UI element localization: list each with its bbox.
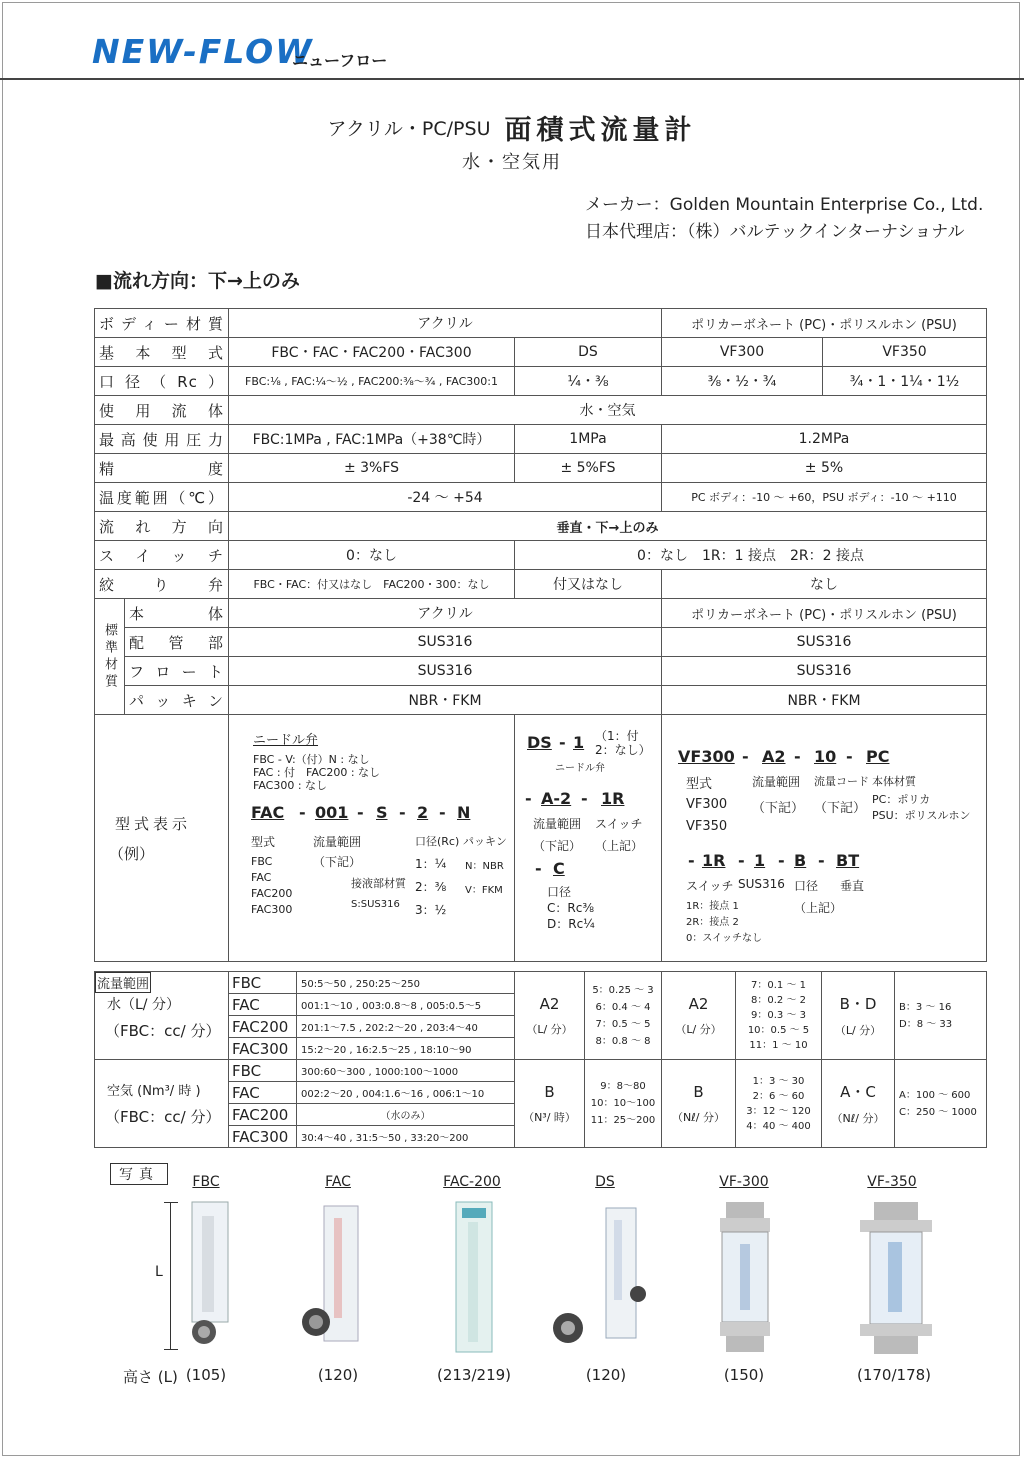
code-dash: -: [525, 789, 532, 808]
cell: アクリル: [229, 309, 662, 338]
fac200-cap: [462, 1208, 486, 1218]
code-legend: N：NBR: [465, 861, 504, 872]
code-dash: -: [581, 789, 588, 808]
vf350-flange: [860, 1220, 932, 1232]
photo-title: VF-350: [867, 1174, 917, 1190]
code-part: 1R: [702, 851, 726, 870]
label-fluid: 使用流体: [95, 396, 229, 425]
fac-valve-center: [309, 1315, 323, 1329]
label-std-packing: パッキン: [125, 686, 229, 715]
vf350-top: [874, 1202, 918, 1220]
code-legend: 流量範囲: [533, 817, 582, 831]
code-dash: -: [778, 851, 785, 870]
cell: 垂直・下→上のみ: [229, 512, 987, 541]
range-text: 7：0.5 ～ 5: [595, 1018, 651, 1030]
cell: ¾・1・1¼・1½: [823, 367, 987, 396]
code-part: 10: [814, 747, 837, 766]
code-dash: -: [535, 859, 542, 878]
cell: アクリル: [229, 599, 662, 628]
cell: SUS316: [229, 657, 662, 686]
page-subtitle: 水・空気用: [462, 152, 562, 173]
water-label: 水（L/ 分）: [107, 997, 180, 1013]
label-std-body: 本体: [125, 599, 229, 628]
vf-code-cell: [662, 972, 736, 1060]
vf300-bottom: [726, 1336, 764, 1352]
needle-line: FAC300 : なし: [253, 779, 328, 792]
code-legend: 本体材質: [872, 775, 916, 788]
code-part: FAC: [251, 803, 285, 822]
fac200-scale: [468, 1222, 478, 1342]
flow-name: FAC200: [229, 1016, 297, 1038]
unit-text: （N³/ 時）: [523, 1110, 576, 1124]
model-code-label: 型式表示: [115, 815, 192, 833]
range-text: 10：0.5 ～ 5: [747, 1025, 810, 1036]
cell: 0：なし 1R：1 接点 2R：2 接点: [515, 541, 987, 570]
water-label-cell: [95, 972, 229, 1060]
unit-text: （L/ 分）: [675, 1022, 722, 1036]
dimension-line: [170, 1202, 171, 1350]
code-legend: （上記）: [794, 901, 843, 915]
code-legend: （上記）: [595, 839, 644, 853]
range-text: A：100 ～ 600: [899, 1089, 971, 1101]
cell: 水・空気: [229, 396, 987, 425]
row-fluid: [95, 396, 987, 425]
air-label2: （FBC：cc/ 分）: [105, 1108, 221, 1126]
code-legend: VF300: [686, 797, 728, 812]
code-legend: D：Rc¼: [547, 917, 595, 931]
code-dash: -: [299, 803, 306, 822]
row-model: [95, 338, 987, 367]
code-legend: 流量範囲: [313, 835, 362, 849]
maker-line: メーカー：Golden Mountain Enterprise Co., Ltd.: [585, 195, 984, 215]
code-part: 001: [315, 803, 349, 822]
code-dash: -: [794, 747, 801, 766]
photo-fac200: [444, 1198, 504, 1358]
range-text: 9：0.3 ～ 3: [751, 1010, 806, 1021]
code-text: B: [693, 1082, 704, 1101]
bd-ranges-cell: [895, 972, 987, 1060]
brand-kana: ニューフロー: [292, 51, 388, 70]
maker-info: [585, 192, 983, 246]
photo-title: FAC: [325, 1174, 351, 1190]
cell: 付又はなし: [515, 570, 662, 599]
code-part: 1R: [601, 789, 625, 808]
vf350-scale: [888, 1242, 902, 1312]
photo-title: DS: [595, 1174, 615, 1190]
cell: ± 3%FS: [229, 454, 515, 483]
photo-title: VF-300: [719, 1174, 769, 1190]
unit-text: （L/ 分）: [526, 1022, 573, 1036]
vf350-bottom: [874, 1336, 918, 1354]
code-dash: -: [742, 747, 749, 766]
code-part: 1: [754, 851, 766, 870]
cell: ⅜・½・¾: [662, 367, 823, 396]
code-legend: （下記）: [814, 801, 867, 816]
code-dash: -: [439, 803, 446, 822]
cell: NBR・FKM: [662, 686, 987, 715]
cell: FBC・FAC・FAC200・FAC300: [229, 338, 515, 367]
code-legend: VF350: [686, 819, 728, 834]
vf300-flange: [720, 1218, 770, 1232]
cell: SUS316: [662, 628, 987, 657]
code-legend: S:SUS316: [351, 899, 400, 910]
cell: FBC:⅛ , FAC:¼～½ , FAC200:⅜～¾ , FAC300:1: [229, 367, 515, 396]
photo-fbc: [180, 1198, 240, 1353]
photo-ds: [548, 1200, 658, 1360]
cell: なし: [662, 570, 987, 599]
code-text: B: [544, 1082, 555, 1101]
ds-valve-center: [561, 1321, 575, 1335]
photo-title: FAC-200: [443, 1174, 501, 1190]
row-model-code: [95, 715, 987, 962]
flow-name: FBC: [229, 1060, 297, 1082]
flow-name: FAC: [229, 1082, 297, 1104]
ds-ranges-cell: [585, 972, 662, 1060]
vf300-top: [726, 1202, 764, 1218]
code-legend: C：Rc⅜: [547, 901, 594, 915]
vf-ranges-cell: [736, 972, 822, 1060]
code-legend: スイッチ: [595, 817, 643, 831]
ds-switch: [630, 1286, 646, 1302]
cell: ± 5%: [662, 454, 987, 483]
header-rule: [0, 78, 1024, 80]
ds-scale: [614, 1220, 622, 1300]
flow-range: 50:5～50 , 250:25～250: [297, 972, 515, 994]
flow-range: 300:60～300 , 1000:100～1000: [297, 1060, 515, 1082]
fbc-valve-center: [198, 1326, 210, 1338]
range-text: C：250 ～ 1000: [899, 1106, 977, 1118]
photo-height: (120): [317, 1366, 359, 1384]
row-std-float: [95, 657, 987, 686]
flow-range: 001:1～10 , 003:0.8～8 , 005:0.5～5: [297, 994, 515, 1016]
unit-text: （Nℓ/ 分）: [831, 1112, 885, 1125]
code-part: DS: [527, 733, 552, 752]
cell: 0：なし: [229, 541, 515, 570]
row-bore: [95, 367, 987, 396]
code-legend: 口径: [794, 879, 819, 893]
row-body-material: [95, 309, 987, 338]
cell: FBC・FAC：付又はなし FAC200・300：なし: [229, 570, 515, 599]
flow-name: FAC: [229, 994, 297, 1016]
flow-name: FBC: [229, 972, 297, 994]
code-legend: 1：¼: [415, 857, 447, 871]
label-std-piping: 配管部: [125, 628, 229, 657]
model-code-example: （例）: [109, 845, 155, 863]
section-title: ■流れ方向：下→上のみ: [95, 270, 300, 292]
code-legend: 0：スイッチなし: [686, 933, 762, 944]
flow-range: 201:1～7.5 , 202:2～20 , 203:4～40: [297, 1016, 515, 1038]
code-legend: 1R：接点 1: [686, 901, 739, 912]
ds-code-cell: [515, 972, 585, 1060]
code-text: A2: [539, 994, 560, 1013]
brand-logo: NEW-FLOW: [92, 32, 314, 71]
flow-name: FAC300: [229, 1038, 297, 1060]
needle-line: FAC : 付 FAC200 : なし: [253, 766, 381, 779]
cell: ± 5%FS: [515, 454, 662, 483]
fbc-scale: [202, 1216, 214, 1312]
photo-height: (120): [585, 1366, 627, 1384]
code-part: 2: [417, 803, 429, 822]
range-text: 11：1 ～ 10: [749, 1040, 808, 1051]
code-dash: -: [818, 851, 825, 870]
cell: NBR・FKM: [229, 686, 662, 715]
code-dash: -: [357, 803, 364, 822]
code-legend: 3：½: [415, 903, 447, 917]
cell: DS: [515, 338, 662, 367]
cell: 1.2MPa: [662, 425, 987, 454]
vf-ranges-cell: [736, 1060, 822, 1148]
needle-line: FBC - V:（付）N : なし: [253, 753, 370, 766]
row-direction: [95, 512, 987, 541]
code-text: B・D: [839, 995, 877, 1013]
label-std-float: フロート: [125, 657, 229, 686]
row-std-body: [95, 599, 987, 628]
code-legend: 流量範囲: [752, 775, 801, 789]
code-legend: PC：ポリカ: [872, 793, 931, 806]
model-code-vf: [662, 715, 987, 962]
flow-label: 流量範囲: [95, 972, 151, 993]
code-dash: -: [688, 851, 695, 870]
row-pressure: [95, 425, 987, 454]
height-label: 高さ (L): [123, 1368, 178, 1386]
code-legend: 型式: [686, 777, 713, 792]
code-legend: ニードル弁: [555, 763, 605, 774]
vf300-scale: [740, 1244, 750, 1310]
code-legend: 垂直: [840, 879, 865, 893]
range-text: 5：0.25 ～ 3: [592, 984, 654, 996]
bd-code-cell: [822, 972, 895, 1060]
photo-fac: [294, 1198, 374, 1353]
cell: VF300: [662, 338, 823, 367]
code-dash: -: [559, 733, 566, 752]
code-legend: （下記）: [313, 855, 362, 869]
code-text: A2: [688, 994, 709, 1013]
code-legend: PSU：ポリスルホン: [872, 809, 971, 822]
code-dash: -: [846, 747, 853, 766]
cell: SUS316: [662, 657, 987, 686]
needle-title: ニードル弁: [253, 733, 319, 748]
code-dash: -: [738, 851, 745, 870]
code-legend: 2R：接点 2: [686, 917, 739, 928]
title-main: 面積式流量計: [504, 115, 697, 146]
label-direction: 流れ方向: [95, 512, 229, 541]
label-accuracy: 精度: [95, 454, 229, 483]
ds-ranges-cell: [585, 1060, 662, 1148]
range-text: 3：12 ～ 120: [746, 1105, 811, 1117]
vf350-flange: [860, 1324, 932, 1336]
code-part: PC: [866, 747, 890, 766]
unit-text: （Nℓ/ 分）: [672, 1110, 725, 1124]
cell: ポリカーボネート (PC)・ポリスルホン (PSU): [662, 599, 987, 628]
code-legend: （下記）: [533, 839, 582, 853]
spec-table: [94, 308, 987, 962]
agent-line: 日本代理店：（株）バルテックインターナショナル: [585, 222, 965, 242]
cell: VF350: [823, 338, 987, 367]
dimension-tick: [164, 1202, 178, 1203]
photo-title: FBC: [192, 1174, 220, 1190]
code-legend: 型式: [251, 835, 276, 849]
code-legend: V：FKM: [465, 885, 503, 896]
code-legend: パッキン: [463, 835, 507, 848]
label-bore: 口径（Rc）: [95, 367, 229, 396]
ac-ranges-cell: [895, 1060, 987, 1148]
label-switch: スイッチ: [95, 541, 229, 570]
photo-height: (213/219): [436, 1366, 512, 1384]
code-part: 1: [573, 733, 585, 752]
model-code-fac: [229, 715, 515, 962]
photo-vf350: [856, 1198, 936, 1358]
code-text: A・C: [840, 1083, 876, 1101]
code-legend: 口径(Rc): [415, 835, 460, 848]
range-text: 10：10～100: [590, 1098, 656, 1109]
code-legend: 口径: [547, 885, 572, 899]
vf300-flange: [720, 1322, 770, 1336]
code-legend: 流量コード: [814, 775, 869, 788]
code-legend: FBC: [251, 855, 273, 868]
code-part: VF300: [678, 747, 735, 766]
range-text: 1：3 ～ 30: [752, 1075, 805, 1087]
row-accuracy: [95, 454, 987, 483]
code-legend: FAC200: [251, 887, 293, 900]
label-std-material: [95, 599, 125, 715]
ds-code-cell: [515, 1060, 585, 1148]
range-text: 7：0.1 ～ 1: [751, 980, 806, 991]
code-legend: （1：付: [595, 729, 639, 743]
model-code-ds: [515, 715, 662, 962]
code-legend: 2：⅜: [415, 880, 447, 894]
flow-range: 30:4～40 , 31:5～50 , 33:20～200: [297, 1126, 515, 1148]
title-materials: アクリル・PC/PSU: [327, 118, 491, 140]
label-temp: 温度範囲（℃）: [95, 483, 229, 512]
row-temp: [95, 483, 987, 512]
photos-label: 写真: [110, 1163, 168, 1185]
code-legend: 接液部材質: [351, 877, 406, 890]
label-valve: 絞り弁: [95, 570, 229, 599]
range-text: 9：8～80: [600, 1081, 646, 1092]
cell: ポリカーボネート (PC)・ポリスルホン (PSU): [662, 309, 987, 338]
range-text: D：8 ～ 33: [899, 1018, 953, 1030]
page-title: [0, 108, 1024, 147]
dimension-letter: L: [155, 1264, 163, 1280]
cell: ¼・⅜: [515, 367, 662, 396]
code-part: BT: [836, 851, 860, 870]
range-text: 8：0.8 ～ 8: [595, 1035, 651, 1047]
air-label: 空気 (Nm³/ 時 ): [107, 1084, 201, 1099]
label-pressure: 最高使用圧力: [95, 425, 229, 454]
photo-vf300: [710, 1198, 780, 1358]
dimension-tick: [164, 1349, 178, 1350]
unit-text: （L/ 分）: [834, 1024, 882, 1037]
photo-height: (170/178): [856, 1366, 932, 1384]
row-std-piping: [95, 628, 987, 657]
vf-code-cell: [662, 1060, 736, 1148]
range-text: B：3 ～ 16: [899, 1001, 952, 1013]
code-part: A2: [762, 747, 786, 766]
cell: FBC:1MPa , FAC:1MPa（+38℃時）: [229, 425, 515, 454]
range-text: 4：40 ～ 400: [746, 1120, 811, 1132]
flow-range: 002:2～20 , 004:1.6～16 , 006:1～10: [297, 1082, 515, 1104]
cell: PC ボディ：-10 ～ +60，PSU ボディ：-10 ～ +110: [662, 483, 987, 512]
flow-range: 15:2～20 , 16:2.5～25 , 18:10～90: [297, 1038, 515, 1060]
range-text: 2：6 ～ 60: [752, 1090, 805, 1102]
code-legend: スイッチ: [686, 879, 734, 893]
code-part: S: [376, 803, 388, 822]
label-body-material: ボディー材質: [95, 309, 229, 338]
code-legend: FAC: [251, 871, 272, 884]
code-part: A-2: [541, 789, 572, 808]
air-label-cell: [95, 1060, 229, 1148]
code-legend: （下記）: [752, 801, 805, 816]
cell: -24 ～ +54: [229, 483, 662, 512]
flow-name: FAC300: [229, 1126, 297, 1148]
code-part: C: [553, 859, 565, 878]
code-legend: SUS316: [738, 877, 785, 891]
range-text: 11：25～200: [590, 1115, 656, 1126]
row-std-packing: [95, 686, 987, 715]
range-text: 8：0.2 ～ 2: [751, 995, 806, 1006]
label-model: 基本型式: [95, 338, 229, 367]
code-dash: -: [399, 803, 406, 822]
range-text: 6：0.4 ～ 4: [595, 1001, 651, 1013]
row-valve: [95, 570, 987, 599]
flow-name: FAC200: [229, 1104, 297, 1126]
ac-code-cell: [822, 1060, 895, 1148]
code-legend: FAC300: [251, 903, 293, 916]
water-label2: （FBC：cc/ 分）: [105, 1022, 221, 1040]
code-legend: 2：なし）: [595, 743, 651, 757]
row-switch: [95, 541, 987, 570]
flow-range: （水のみ）: [297, 1104, 515, 1126]
cell: 1MPa: [515, 425, 662, 454]
fac-scale: [334, 1218, 342, 1318]
flow-range-table: [94, 971, 987, 1148]
cell: SUS316: [229, 628, 662, 657]
std-material-text: 標準材質: [102, 622, 117, 691]
code-part: B: [794, 851, 807, 870]
label-model-code: [95, 715, 229, 962]
code-part: N: [457, 803, 471, 822]
photo-height: (105): [185, 1366, 227, 1384]
photo-height: (150): [723, 1366, 765, 1384]
